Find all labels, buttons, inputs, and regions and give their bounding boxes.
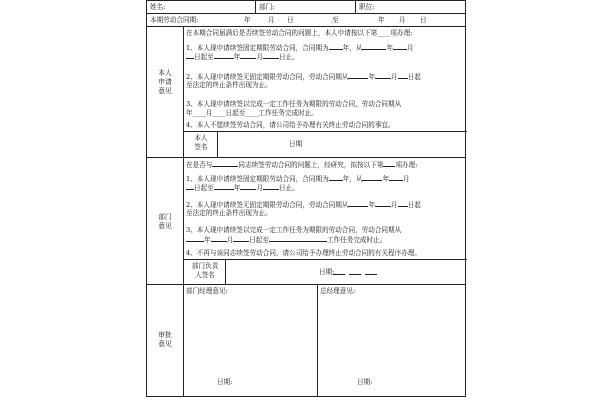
position-label: 职位: <box>359 3 375 11</box>
row-divider <box>147 26 465 27</box>
department-option-1-line-2: 日起至 年 月 日止。 <box>186 183 299 192</box>
col-divider <box>183 26 184 397</box>
general-manager-opinion-label: 总经理意见: <box>320 287 356 295</box>
col-divider <box>317 284 318 397</box>
approval-section-label: 审批 意见 <box>158 331 172 349</box>
row-divider <box>147 284 465 285</box>
employee-option-3: 3、本人现申请续签以完成一定工作任务为期限的劳动合同，劳动合同期从 <box>186 100 402 108</box>
period-to: 至 <box>332 16 339 24</box>
department-option-4: 4、不再与该同志续签劳动合同，请公司给予办理终止劳动合同的有关程序办理。 <box>186 249 421 257</box>
employee-intro: 在本期合同届满后是否续签劳动合同的问题上，本人申请按以下第____项办理: <box>186 29 413 37</box>
contract-renewal-form <box>146 0 466 397</box>
period-year-2: 年 <box>378 16 385 24</box>
period-label: 本期劳动合同期: <box>150 16 199 24</box>
col-divider <box>217 131 218 157</box>
period-month-2: 月 <box>399 16 406 24</box>
col-divider <box>355 1 356 13</box>
col-divider <box>225 259 226 284</box>
period-month-1: 月 <box>268 16 275 24</box>
employee-signature-label: 本人 签名 <box>194 134 208 151</box>
department-option-3: 3、本人现申请续签以完成一定工作任务为期限的劳动合同，劳动合同期从 <box>186 226 402 234</box>
employee-option-2: 2、本人现申请续签无固定期限劳动合同，劳动合同期从 年 月 日起 <box>186 73 421 81</box>
department-option-3-line-2: 年 月 日起至 工作任务完成时止。 <box>186 235 386 244</box>
employee-section-label: 本人 申请 意见 <box>158 69 172 96</box>
department-date-blank <box>333 268 377 277</box>
row-divider <box>183 131 467 132</box>
department-section-label: 部门 意见 <box>158 213 172 231</box>
employee-date-label: 日期 <box>289 140 303 148</box>
department-date-label: 日期: <box>319 268 335 276</box>
employee-option-4: 4、本人不愿续签劳动合同，请公司给予办理有关终止劳动合同的事宜。 <box>186 121 395 129</box>
employee-option-1: 1、本人现申请续签固定期限劳动合同，合同期为 年，从 年 月 <box>186 44 414 52</box>
name-label: 姓名: <box>150 3 166 11</box>
dept-manager-opinion-label: 部门经理意见: <box>186 287 228 295</box>
department-option-2: 2、本人现申请续签无固定期限劳动合同，劳动合同期从 年 月 日起 <box>186 201 421 209</box>
period-year-1: 年 <box>244 16 251 24</box>
department-option-1: 1、本人现申请续签固定期限劳动合同，合同期为 年，从 年 月 <box>186 175 410 183</box>
approval-date-label: 日期: <box>217 378 233 386</box>
approval-date-label-2: 日期: <box>357 378 373 386</box>
row-divider <box>147 157 465 158</box>
employee-option-1-line-2: 日起至 年 月 日止。 <box>186 52 299 61</box>
period-day-1: 日 <box>287 16 294 24</box>
employee-option-3-line-2: 年____月____日起至____工作任务完成时止。 <box>186 109 318 117</box>
dept-label: 部门: <box>259 3 275 11</box>
employee-option-2-line-2: 至法定的终止条件出现为止。 <box>186 81 272 89</box>
row-divider <box>147 13 465 14</box>
period-day-2: 日 <box>420 16 427 24</box>
department-option-2-line-2: 至法定的终止条件出现为止。 <box>186 209 272 217</box>
department-signature-label: 部门负责 人签名 <box>191 262 219 279</box>
col-divider <box>255 1 256 13</box>
department-intro: 在是否与 同志续签劳动合同的问题上，经研究，拟按以下第 项办理: <box>186 161 418 169</box>
